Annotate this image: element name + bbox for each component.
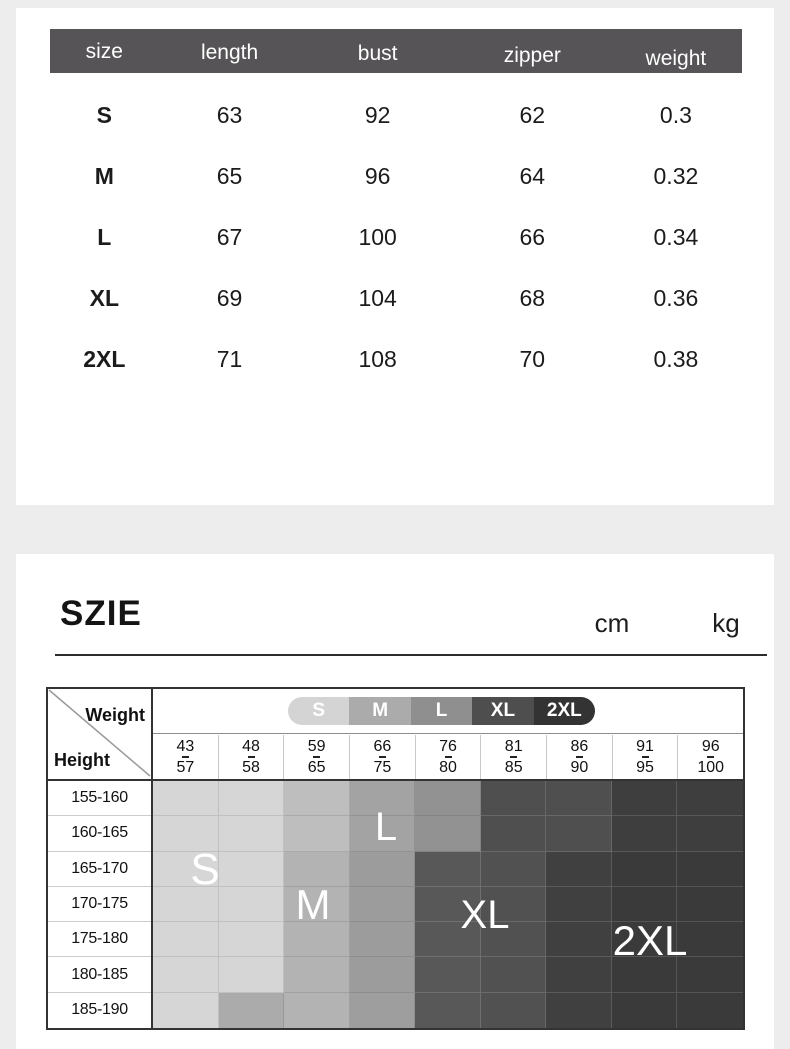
range-dash <box>248 756 255 758</box>
size-table-cell-weight: 0.34 <box>653 224 699 250</box>
table-row <box>50 268 742 329</box>
weight-from: 91 <box>636 738 654 755</box>
matrix-cell <box>350 852 416 887</box>
weight-from: 81 <box>504 738 523 755</box>
size-table-cell-bust: 92 <box>364 102 391 128</box>
size-matrix-grid <box>153 781 743 1028</box>
unit-kg-label: kg <box>712 608 740 638</box>
matrix-cell <box>546 993 612 1028</box>
matrix-cell <box>481 781 547 816</box>
height-range-column <box>48 781 153 1028</box>
unit-cm-label: cm <box>594 608 630 638</box>
size-table-cell-size: M <box>94 163 114 189</box>
weight-to: 100 <box>697 759 725 776</box>
size-table-cell-size: S <box>96 102 112 128</box>
weight-to: 75 <box>373 759 392 776</box>
size-table-cell-bust: 96 <box>364 163 391 189</box>
matrix-cell <box>481 852 547 887</box>
size-table-cell-zipper: 62 <box>519 102 546 128</box>
range-dash <box>642 756 649 758</box>
size-table-cell-zipper: 68 <box>519 285 546 311</box>
legend-size-l: L <box>411 697 472 725</box>
table-row <box>50 85 742 146</box>
matrix-cell <box>415 781 481 816</box>
weight-from: 48 <box>242 738 260 755</box>
weight-range-header <box>153 735 743 779</box>
size-region-label-s: S <box>190 845 220 894</box>
matrix-cell <box>546 816 612 851</box>
matrix-cell <box>219 922 285 957</box>
size-region-label-m: M <box>295 881 331 928</box>
matrix-cell <box>546 781 612 816</box>
weight-range-cell <box>546 735 612 779</box>
size-table-cell-size: L <box>97 224 112 250</box>
size-table-cell-weight: 0.38 <box>653 346 699 372</box>
size-table-cell-length: 65 <box>216 163 243 189</box>
matrix-cell <box>612 852 678 887</box>
size-table-cell-size: XL <box>89 285 120 311</box>
matrix-cell <box>219 993 285 1028</box>
matrix-cell <box>481 993 547 1028</box>
matrix-cell <box>153 781 219 816</box>
column-header-weight: weight <box>645 47 707 70</box>
weight-range-cell <box>612 735 678 779</box>
matrix-cell <box>284 993 350 1028</box>
weight-from: 59 <box>307 738 326 755</box>
size-guide-card <box>16 554 774 1049</box>
size-table-cell-weight: 0.32 <box>653 163 699 189</box>
column-header-zipper: zipper <box>503 44 561 67</box>
matrix-cell <box>219 781 285 816</box>
matrix-cell <box>612 993 678 1028</box>
weight-range-cell <box>415 735 481 779</box>
range-dash <box>313 756 320 758</box>
size-table-cell-weight: 0.3 <box>659 102 692 128</box>
size-table-rows <box>50 85 742 390</box>
matrix-cell <box>612 781 678 816</box>
matrix-cell <box>415 957 481 992</box>
matrix-cell <box>153 922 219 957</box>
column-header-length: length <box>200 41 259 64</box>
matrix-cell <box>677 993 743 1028</box>
height-axis-label: Height <box>54 750 110 770</box>
height-range-cell: 160-165 <box>48 816 151 851</box>
size-table-cell-length: 63 <box>216 102 243 128</box>
weight-range-cell <box>153 735 218 779</box>
legend-size-m: M <box>349 697 410 725</box>
title-divider <box>55 654 767 656</box>
size-table-card <box>16 8 774 505</box>
weight-to: 85 <box>504 759 523 776</box>
matrix-cell <box>350 957 416 992</box>
axis-corner-cell <box>48 689 153 779</box>
matrix-cell <box>415 852 481 887</box>
weight-range-cell <box>218 735 284 779</box>
weight-from: 86 <box>570 738 589 755</box>
weight-to: 57 <box>176 759 195 776</box>
range-dash <box>576 756 583 758</box>
size-table-cell-length: 71 <box>216 346 243 372</box>
size-guide-table <box>46 687 745 1030</box>
matrix-cell <box>284 816 350 851</box>
size-table-cell-length: 67 <box>216 224 243 250</box>
matrix-cell <box>546 887 612 922</box>
height-range-cell: 180-185 <box>48 957 151 992</box>
matrix-cell <box>415 816 481 851</box>
weight-from: 43 <box>176 738 195 755</box>
weight-to: 65 <box>307 759 326 776</box>
weight-to: 95 <box>636 759 654 776</box>
size-table-cell-bust: 100 <box>358 224 397 250</box>
size-region-label-l: L <box>374 805 398 849</box>
size-table-cell-size: 2XL <box>83 346 126 372</box>
matrix-cell <box>219 887 285 922</box>
range-dash <box>445 756 452 758</box>
legend-size-s: S <box>288 697 349 725</box>
size-table-header <box>50 29 742 73</box>
size-table-cell-bust: 104 <box>358 285 397 311</box>
weight-range-cell <box>349 735 415 779</box>
matrix-cell <box>284 781 350 816</box>
weight-from: 96 <box>701 738 720 755</box>
height-range-cell: 155-160 <box>48 781 151 816</box>
size-table-cell-length: 69 <box>216 285 243 311</box>
matrix-cell <box>546 922 612 957</box>
matrix-cell <box>546 957 612 992</box>
weight-axis-label: Weight <box>85 705 145 725</box>
matrix-cell <box>350 887 416 922</box>
weight-from: 66 <box>373 738 392 755</box>
size-table-cell-bust: 108 <box>358 346 397 372</box>
column-header-size: size <box>85 40 123 63</box>
matrix-cell <box>350 993 416 1028</box>
size-guide-title: SZIE <box>60 594 142 633</box>
matrix-cell <box>546 852 612 887</box>
matrix-cell <box>677 852 743 887</box>
matrix-cell <box>219 852 285 887</box>
size-table-cell-zipper: 70 <box>519 346 546 372</box>
height-range-cell: 165-170 <box>48 852 151 887</box>
matrix-cell <box>481 816 547 851</box>
size-region-label-xl: XL <box>460 893 510 937</box>
matrix-cell <box>612 816 678 851</box>
range-dash <box>379 756 386 758</box>
weight-to: 80 <box>439 759 457 776</box>
legend-size-2xl: 2XL <box>534 697 595 725</box>
height-range-cell: 170-175 <box>48 887 151 922</box>
height-range-cell: 185-190 <box>71 1001 128 1019</box>
size-legend-pill <box>288 697 595 725</box>
size-legend-row <box>153 689 743 734</box>
matrix-cell <box>284 957 350 992</box>
column-header-bust: bust <box>357 42 398 65</box>
weight-range-cell <box>283 735 349 779</box>
range-dash <box>707 756 714 758</box>
matrix-cell <box>153 957 219 992</box>
legend-size-xl: XL <box>472 697 533 725</box>
size-table-cell-zipper: 64 <box>519 163 546 189</box>
range-dash <box>510 756 517 758</box>
size-table-cell-weight: 0.36 <box>653 285 699 311</box>
weight-to: 90 <box>570 759 589 776</box>
weight-range-cell <box>677 735 743 779</box>
matrix-cell <box>219 957 285 992</box>
matrix-cell <box>677 781 743 816</box>
matrix-cell <box>481 957 547 992</box>
weight-range-cell <box>480 735 546 779</box>
size-table-cell-zipper: 66 <box>519 224 546 250</box>
height-range-cell: 175-180 <box>48 922 151 957</box>
size-region-label-2xl: 2XL <box>612 917 688 964</box>
table-row <box>50 329 742 390</box>
matrix-cell <box>415 993 481 1028</box>
matrix-cell <box>219 816 285 851</box>
matrix-cell <box>153 993 219 1028</box>
matrix-cell <box>677 816 743 851</box>
table-row <box>50 207 742 268</box>
weight-from: 76 <box>439 738 457 755</box>
matrix-cell <box>350 922 416 957</box>
table-row <box>50 146 742 207</box>
weight-to: 58 <box>242 759 260 776</box>
range-dash <box>182 756 189 758</box>
